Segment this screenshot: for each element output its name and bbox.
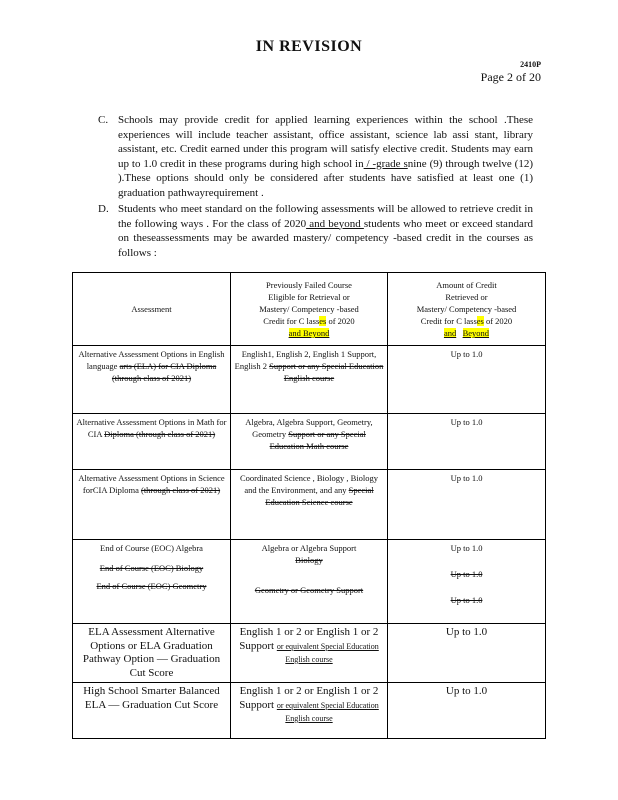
credit-amount-cell: Up to 1.0 bbox=[388, 624, 546, 683]
header-col3-text: Credit for C lass bbox=[420, 316, 477, 326]
assessment-cell bbox=[73, 414, 231, 470]
assessment-text: Alternative Assessment Options in English language bbox=[78, 349, 225, 371]
assessment-text: Alternative Assessment Options in Science forCIA Diploma bbox=[78, 473, 225, 495]
header-col2-line: Eligible for Retrieval or bbox=[268, 292, 350, 302]
table-header-row bbox=[73, 273, 546, 346]
header-col2-line bbox=[234, 327, 384, 339]
header-col3-line bbox=[391, 327, 542, 339]
header-col2-year: of 2020 bbox=[326, 316, 355, 326]
paragraph-d-part1: Students who meet standard on the following assessments will be allowed to retrieve credit in the following ways . For the class of 2020 bbox=[118, 203, 533, 230]
header-col2-highlight: and Beyond bbox=[288, 328, 330, 338]
assessment-text: End of Course (EOC) Algebra bbox=[100, 543, 203, 553]
course-cell bbox=[231, 414, 388, 470]
course-underlined-text: or equivalent Special Education English course bbox=[276, 700, 379, 723]
paragraph-c-part1: Schools may provide credit for applied learning experiences within the school .These experiences will include teacher assistant, office assistant, science lab assi stant, library assistant, etc. Credit earned under this program will satisfy elective credit. Students may earn up to 1.0 credit in these programs during high school in bbox=[118, 114, 533, 170]
header-col2-line bbox=[234, 315, 384, 327]
course-struck-text: Support or any Special Education English course bbox=[269, 361, 384, 383]
assessment-struck-text: (through class of 2021) bbox=[140, 485, 221, 495]
paragraph-c-underlined: / -grade s bbox=[363, 157, 408, 170]
assessment-cell bbox=[73, 540, 231, 624]
header-col2-line: Previously Failed Course bbox=[266, 280, 352, 290]
credit-retrieval-table bbox=[72, 272, 546, 739]
paragraph-d-text bbox=[118, 202, 533, 260]
header-col3-line: Amount of Credit bbox=[436, 280, 497, 290]
course-struck-text: Biology bbox=[295, 555, 323, 565]
table-row bbox=[73, 346, 546, 414]
paragraph-d-label: D. bbox=[98, 203, 109, 215]
credit-amount-cell: Up to 1.0 bbox=[388, 414, 546, 470]
header-col2-text: Credit for C lass bbox=[263, 316, 320, 326]
assessment-text: Alternative Assessment Options in Math for CIA bbox=[76, 417, 227, 439]
course-text: English1, English 2, English 1 Support, English 2 bbox=[234, 349, 377, 371]
table-row bbox=[73, 683, 546, 739]
header-assessment: Assessment bbox=[73, 273, 231, 346]
header-col3-line bbox=[391, 315, 542, 327]
assessment-cell bbox=[73, 346, 231, 414]
header-amount-of-credit bbox=[388, 273, 546, 346]
table-row bbox=[73, 624, 546, 683]
paragraph-d-part2: students who meet or exceed standard on theseassessments may be awarded mastery/ competency -based credit in the courses as follows : bbox=[118, 217, 533, 259]
course-underlined-text: or equivalent Special Education English course bbox=[276, 641, 379, 664]
header-col2-highlight: es bbox=[319, 316, 327, 326]
course-cell bbox=[231, 470, 388, 540]
assessment-struck-text: Diploma (through class of 2021) bbox=[104, 429, 216, 439]
credit-amount: Up to 1.0 bbox=[450, 543, 483, 553]
assessment-struck-text: End of Course (EOC) Biology bbox=[99, 563, 204, 573]
page-title: IN REVISION bbox=[255, 38, 363, 55]
assessment-struck-text: End of Course (EOC) Geometry bbox=[96, 581, 207, 591]
header-col3-highlight: and bbox=[443, 328, 457, 338]
table-row bbox=[73, 414, 546, 470]
table-row bbox=[73, 470, 546, 540]
course-struck-text: Special Education Science course bbox=[265, 485, 374, 507]
credit-amount-struck: Up to 1.0 bbox=[450, 569, 483, 579]
course-text: Coordinated Science , Biology , Biology and the Environment, and any bbox=[239, 473, 379, 495]
credit-amount-cell bbox=[388, 540, 546, 624]
page-number: Page 2 of 20 bbox=[480, 70, 541, 84]
course-cell bbox=[231, 683, 388, 739]
course-struck-text: Geometry or Geometry Support bbox=[254, 585, 364, 595]
header-previously-failed-course bbox=[231, 273, 388, 346]
header-col2-line: Mastery/ Competency -based bbox=[259, 304, 359, 314]
course-text: English 1 or 2 or English 1 or 2 Support bbox=[239, 626, 379, 652]
header-col3-line: Mastery/ Competency -based bbox=[416, 304, 517, 314]
header-col3-line: Retrieved or bbox=[445, 292, 488, 302]
header-col3-year: of 2020 bbox=[483, 316, 513, 326]
paragraph-c bbox=[98, 113, 533, 200]
credit-amount-cell: Up to 1.0 bbox=[388, 470, 546, 540]
credit-amount-cell: Up to 1.0 bbox=[388, 346, 546, 414]
course-text: Algebra or Algebra Support bbox=[261, 543, 357, 553]
policy-code: 2410P bbox=[520, 60, 541, 69]
course-text: English 1 or 2 or English 1 or 2 Support bbox=[239, 685, 379, 711]
credit-amount-cell: Up to 1.0 bbox=[388, 683, 546, 739]
course-struck-text: Support or any Special Education Math course bbox=[269, 429, 366, 451]
assessment-struck-text: arts (ELA) for CIA Diploma (through class of 2021) bbox=[111, 361, 217, 383]
paragraph-d bbox=[98, 202, 533, 260]
paragraph-c-text bbox=[118, 113, 533, 200]
paragraph-c-label: C. bbox=[98, 114, 109, 126]
course-cell bbox=[231, 624, 388, 683]
header-col3-highlight: es bbox=[476, 316, 484, 326]
header-col3-highlight: Beyond bbox=[462, 328, 490, 338]
table-row bbox=[73, 540, 546, 624]
assessment-cell bbox=[73, 470, 231, 540]
course-text: Algebra, Algebra Support, Geometry, Geometry bbox=[245, 417, 373, 439]
paragraph-d-underlined: and beyond bbox=[306, 217, 364, 230]
paragraph-c-part2: nine (9) through twelve (12) ).These options should only be considered after students have satisfied at least one (1) graduation pathwayrequirement . bbox=[118, 157, 533, 199]
assessment-cell: High School Smarter Balanced ELA — Graduation Cut Score bbox=[73, 683, 231, 739]
course-cell bbox=[231, 346, 388, 414]
credit-amount-struck: Up to 1.0 bbox=[450, 595, 483, 605]
course-cell bbox=[231, 540, 388, 624]
assessment-cell: ELA Assessment Alternative Options or ELA Graduation Pathway Option — Graduation Cut Score bbox=[73, 624, 231, 683]
